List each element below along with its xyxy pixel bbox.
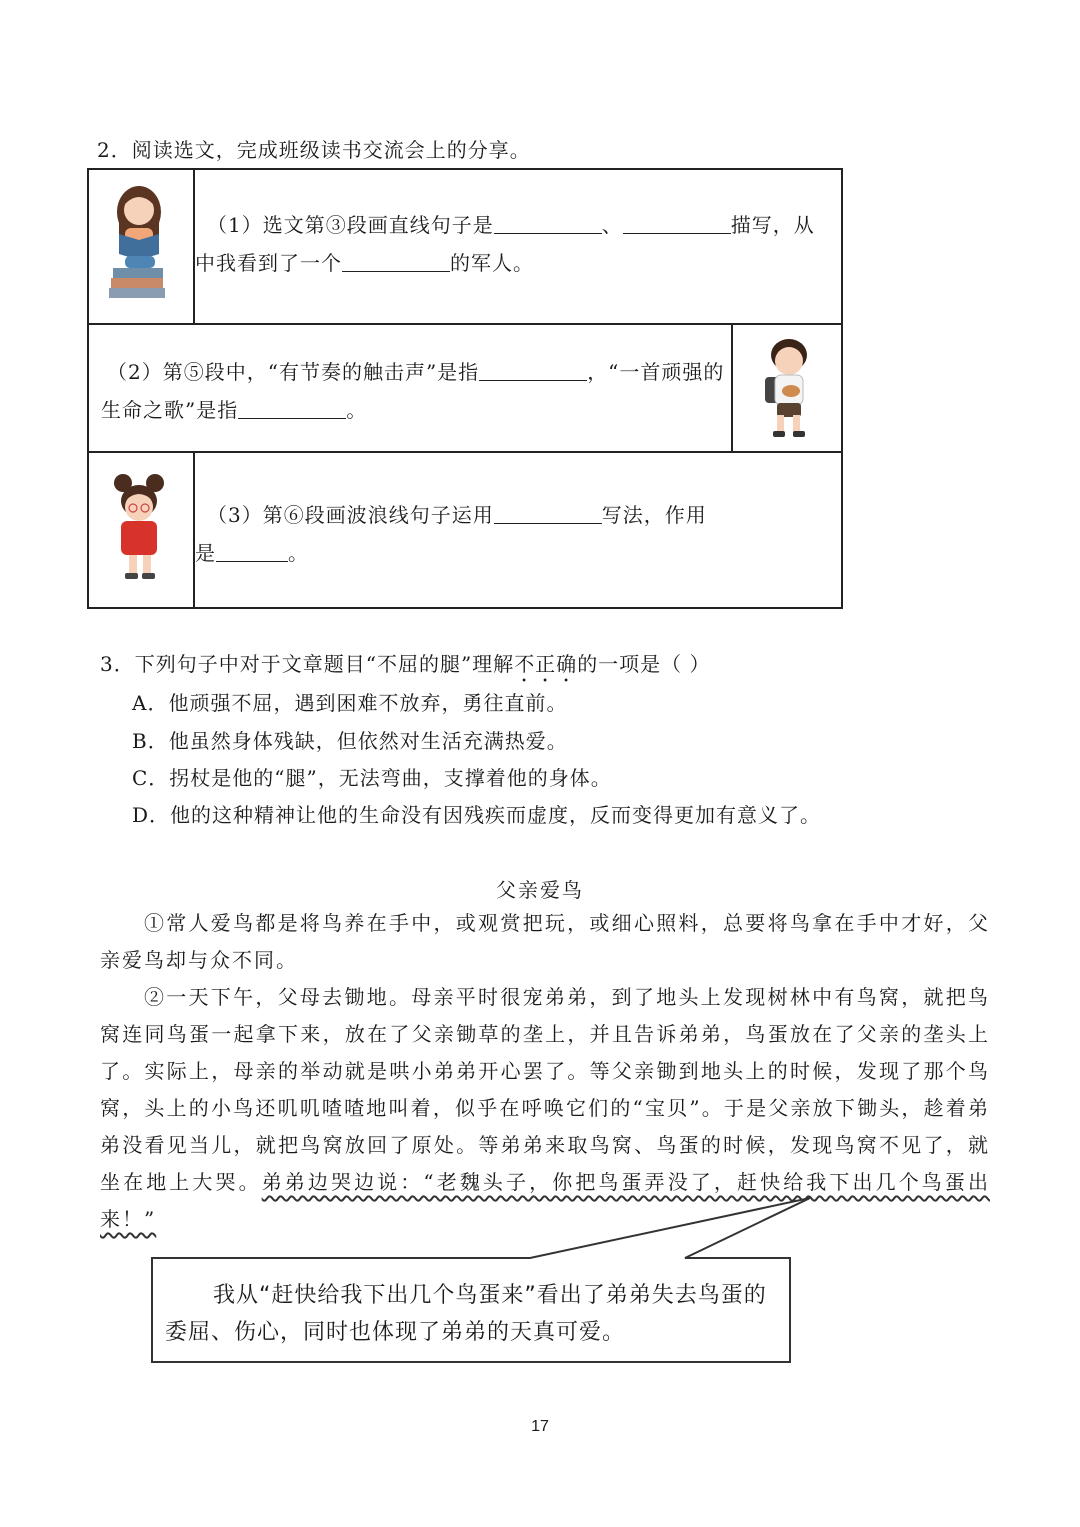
share-row-2	[87, 323, 843, 453]
item2-line2-b: 。	[346, 398, 368, 422]
item3-line2-b: 。	[288, 541, 309, 565]
q3-option-a[interactable]: A．他顽强不屈，遇到困难不放弃，勇往直前。	[132, 691, 568, 715]
paragraph-2-wavy-sentence: 弟弟边哭边说：“老魏头子，你把鸟蛋弄没了，赶快给我下出几个鸟蛋出来！”	[100, 1170, 990, 1231]
item1-line2-b: 的军人。	[450, 251, 534, 275]
boy-walking-illustration	[731, 325, 841, 451]
share-row-3	[87, 451, 843, 609]
girl-reading-icon	[89, 170, 193, 323]
passage-paragraph-1: ①常人爱鸟都是将鸟养在手中，或观赏把玩，或细心照料，总要将鸟拿在手中才好，父亲爱鸟却与众不同。	[100, 911, 990, 972]
girl-reading-illustration	[89, 170, 195, 323]
item1-line1-a: （1）选文第③段画直线句子是	[207, 213, 494, 237]
girl-red-sweater-illustration	[89, 453, 195, 607]
item2-blank-2[interactable]	[238, 398, 346, 419]
item1-line1-b: 描写，从	[730, 213, 815, 237]
item1-text	[195, 206, 815, 282]
page-number: 17	[531, 1418, 549, 1435]
item3-line1-b: 写法，作用	[601, 503, 707, 527]
item2-text	[101, 353, 725, 429]
q3-prompt-a: 3．下列句子中对于文章题目“不屈的腿”理解	[100, 652, 515, 676]
callout-text: 我从“赶快给我下出几个鸟蛋来”看出了弟弟失去鸟蛋的委屈、伤心，同时也体现了弟弟的天真可爱。	[165, 1283, 767, 1345]
item1-sep: 、	[601, 213, 623, 237]
q3-option-b[interactable]: B．他虽然身体残缺，但依然对生活充满热爱。	[132, 729, 568, 753]
share-row-1	[87, 168, 843, 325]
paragraph-2-text: ②一天下午，父母去锄地。母亲平时很宠弟弟，到了地头上发现树林中有鸟窝，就把鸟窝连同鸟蛋一起拿下来，放在了父亲锄草的垄上，并且告诉弟弟，鸟蛋放在了父亲的垄头上了。实际上，母亲的举动就是哄小弟弟开心罢了。等父亲锄到地头上的时候，发现了那个鸟窝，头上的小鸟还叽叽喳喳地叫着，似乎在呼唤它们的“宝贝”。于是父亲放下锄头，趁着弟弟没看见当儿，就把鸟窝放回了原处。等弟弟来取鸟窝、鸟蛋的时候，发现鸟窝不见了，就坐在地上大哭。	[100, 985, 990, 1194]
item3-text	[195, 496, 707, 572]
item3-blank-1[interactable]	[494, 503, 602, 524]
item3-line2-a: 是	[195, 541, 216, 565]
item1-blank-2[interactable]	[623, 213, 731, 234]
q3-prompt	[100, 650, 711, 687]
item2-line1-b: ，“一首顽强的	[587, 360, 725, 384]
boy-walking-icon	[733, 325, 841, 451]
item2-blank-1[interactable]	[479, 360, 587, 381]
q3-prompt-b: 的一项是（ ）	[577, 652, 711, 676]
passage-title: 父亲爱鸟	[496, 878, 584, 902]
item1-blank-3[interactable]	[342, 251, 450, 272]
q3-option-d[interactable]: D．他的这种精神让他的生命没有因残疾而虚度，反而变得更加有意义了。	[132, 803, 822, 827]
item3-line1-a: （3）第⑥段画波浪线句子运用	[207, 503, 494, 527]
q3-emphasis: 不正确	[514, 652, 578, 676]
girl-red-sweater-icon	[89, 453, 193, 607]
item1-blank-1[interactable]	[494, 213, 602, 234]
item3-blank-2[interactable]	[216, 541, 288, 562]
item1-line2-a: 中我看到了一个	[195, 251, 342, 275]
q3-option-c[interactable]: C．拐杖是他的“腿”，无法弯曲，支撑着他的身体。	[132, 766, 612, 790]
item2-line2-a: 生命之歌”是指	[101, 398, 239, 422]
q2-prompt: 2．阅读选文，完成班级读书交流会上的分享。	[97, 138, 531, 162]
item2-line1-a: （2）第⑤段中，“有节奏的触击声”是指	[107, 360, 480, 384]
